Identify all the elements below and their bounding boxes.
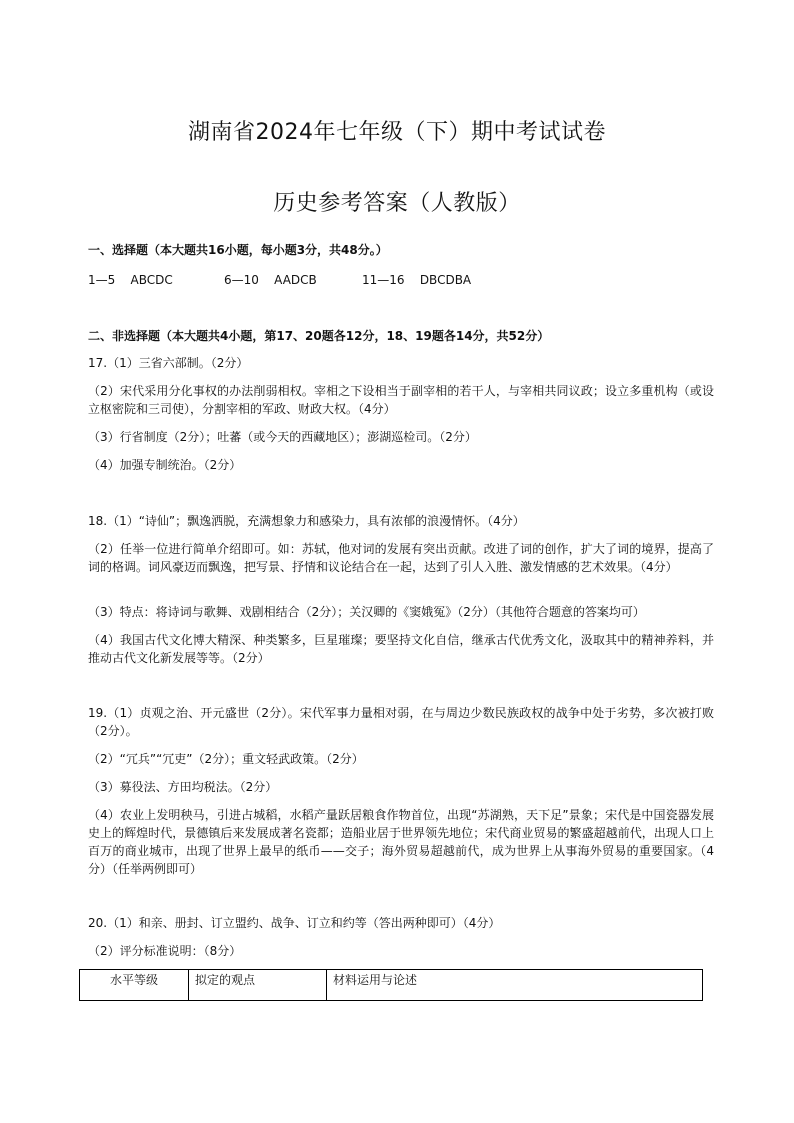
table-header-viewpoint: 拟定的观点 [189,970,327,1001]
table-header-argument: 材料运用与论述 [327,970,703,1001]
q18-part-4: （4）我国古代文化博大精深、种类繁多，巨星璀璨；要坚持文化自信，继承古代优秀文化，汲取其中的精神养料，并推动古代文化新发展等等。（2分） [88,633,714,665]
q18-part-1: 18.（1）“诗仙”；飘逸洒脱，充满想象力和感染力，具有浓郁的浪漫情怀。（4分） [88,514,525,528]
answer-range: 6—10 [224,273,259,287]
answer-group-1 [88,271,224,289]
q17-part-2: （2）宋代采用分化事权的办法削弱相权。宰相之下设相当于副宰相的若干人，与宰相共同议政；设立多重机构（或设立枢密院和三司使），分割宰相的军政、财政大权。（4分） [88,384,714,416]
q19-part-2: （2）“冗兵”“冗吏”（2分）；重文轻武政策。（2分） [88,752,364,766]
table-header-row [80,970,703,1001]
exam-title: 湖南省2024年七年级（下）期中考试试卷 [188,120,606,145]
section-1-heading: 一、选择题（本大题共16小题，每小题3分，共48分。） [88,243,388,257]
section-2-heading: 二、非选择题（本大题共4小题，第17、20题各12分，18、19题各14分，共52分） [88,329,550,343]
scoring-criteria-table [79,969,703,1001]
q17-part-4: （4）加强专制统治。（2分） [88,458,242,472]
answer-range: 11—16 [362,273,405,287]
q17-part-1: 17.（1）三省六部制。（2分） [88,356,249,370]
answer-keys: ABCDC [130,273,173,287]
answer-keys: AADCB [274,273,317,287]
q18-part-2: （2）任举一位进行简单介绍即可。如：苏轼，他对词的发展有突出贡献。改进了词的创作，扩大了词的境界，提高了词的格调。词风豪迈而飘逸，把写景、抒情和议论结合在一起，达到了引人入胜、激发情感的艺术效果。（4分） [88,542,714,574]
q19-part-1: 19.（1）贞观之治、开元盛世（2分）。宋代军事力量相对弱，在与周边少数民族政权的战争中处于劣势，多次被打败（2分）。 [88,706,714,738]
q19-part-4: （4）农业上发明秧马，引进占城稻，水稻产量跃居粮食作物首位，出现“苏湖熟，天下足”景象；宋代是中国瓷器发展史上的辉煌时代，景德镇后来发展成著名瓷都；造船业居于世界领先地位；宋代商业贸易的繁盛超越前代，出现人口上百万的商业城市，出现了世界上最早的纸币——交子；海外贸易超越前代，成为世界上从事海外贸易的重要国家。（4分）（任举两例即可） [88,808,714,876]
q18-part-3: （3）特点：将诗词与歌舞、戏剧相结合（2分）；关汉卿的《窦娥冤》（2分）（其他符合题意的答案均可） [88,605,645,619]
answer-key-subtitle: 历史参考答案（人教版） [273,191,521,216]
q19-part-3: （3）募役法、方田均税法。（2分） [88,780,278,794]
answer-group-3 [362,271,471,289]
q20-part-2: （2）评分标准说明：（8分） [88,944,242,958]
multiple-choice-answers [88,271,718,289]
table-header-level: 水平等级 [80,970,189,1001]
answer-range: 1—5 [88,273,116,287]
q17-part-3: （3）行省制度（2分）；吐蕃（或今天的西藏地区）；澎湖巡检司。（2分） [88,430,477,444]
answer-group-2 [224,271,362,289]
q20-part-1: 20.（1）和亲、册封、订立盟约、战争、订立和约等（答出两种即可）（4分） [88,916,501,930]
answer-keys: DBCDBA [419,273,472,287]
